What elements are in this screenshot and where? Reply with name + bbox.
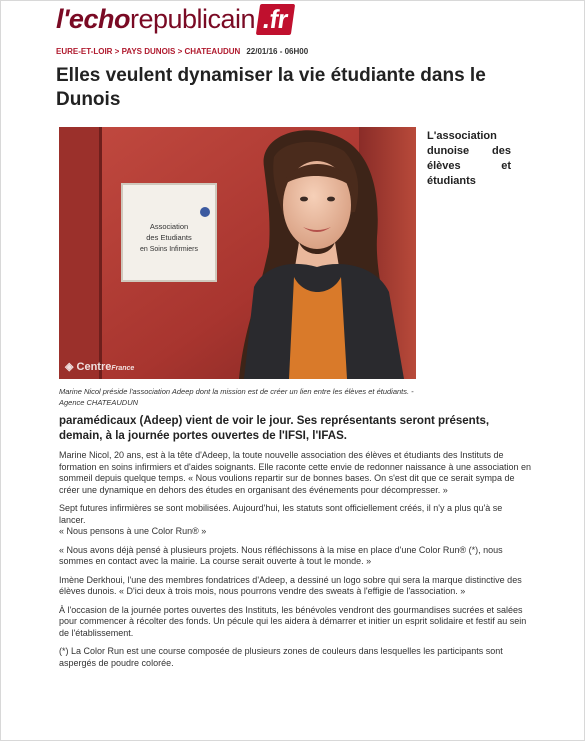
footnote: (*) La Color Run est une course composée de plusieurs zones de couleurs dans lesquelles les participants sont aspergés de poudre colorée. — [59, 646, 503, 668]
subheading: « Nous pensons à une Color Run® » — [59, 526, 207, 536]
breadcrumb-path[interactable]: EURE-ET-LOIR > PAYS DUNOIS > CHATEAUDUN — [56, 47, 241, 56]
watermark-france: France — [111, 365, 135, 372]
photo-caption: Marine Nicol préside l'association Adeep dont la mission est de créer un lien entre les élèves et étudiants. - Agence CHATEAUDUN — [59, 387, 414, 407]
photo-illustration — [59, 127, 416, 379]
side-caption-line: dunoise des — [427, 145, 511, 157]
logo-fr-badge: .fr — [256, 4, 295, 35]
sign-line-1: Association — [149, 222, 189, 231]
masthead-logo[interactable] — [56, 4, 293, 35]
paragraph: Marine Nicol, 20 ans, est à la tête d'Adeep, la toute nouvelle association des élèves et étudiants des Instituts de formation en soins infirmiers et d'aides soignants. Elle raconte cette envie de redonner naissance à une association en sommeil depuis quelque temps. « Nous voulions repartir sur de bonnes bases. On s'est dit que ce serait sympa de créer une dynamique en dehors des études en organisant des événements pour décompresser. » — [59, 450, 531, 495]
article-headline: Elles veulent dynamiser la vie étudiante dans le Dunois — [56, 65, 486, 110]
side-caption-line: élèves et — [427, 160, 511, 172]
article-lead: paramédicaux (Adeep) vient de voir le jour. Ses représentants seront présents, demain, à la journée portes ouvertes de l'IFSI, l'IFAS. — [59, 415, 490, 442]
paragraph: « Nous avons déjà pensé à plusieurs projets. Nous réfléchissons à la mise en place d'une Color Run® (*), nous sommes en contact avec la mairie. La course serait ouverte à tout le monde. » — [59, 544, 503, 566]
article-body — [59, 450, 531, 676]
sign-line-3: en Soins Infirmiers — [140, 246, 198, 253]
paragraph: Imène Derkhoui, l'une des membres fondatrices d'Adeep, a dessiné un logo sobre qui sera la marque distinctive des élèves dunois. « D'ici deux à trois mois, nous pourrons vendre des sweats à l'effigie de l'association. » — [59, 574, 522, 596]
logo-echo: l'echo — [56, 4, 130, 34]
watermark-centre: Centre — [76, 361, 112, 373]
side-caption-line: L'association — [427, 130, 497, 142]
side-caption-line: étudiants — [427, 175, 476, 187]
sign-line-2: des Etudiants — [146, 233, 192, 242]
photo-watermark: ◈ CentreFrance — [65, 361, 135, 373]
breadcrumb — [56, 47, 308, 56]
logo-republicain: republicain — [129, 4, 256, 34]
article-photo — [59, 127, 416, 379]
paragraph: À l'occasion de la journée portes ouvertes des Instituts, les bénévoles vendront des gourmandises sucrées et salées pour commencer à récolter des fonds. Un pécule qui les aidera à démarrer et initier un esprit solidaire et festif au sein de l'établissement. — [59, 604, 527, 638]
publish-date: 22/01/16 - 06H00 — [246, 47, 309, 56]
paragraph: Sept futures infirmières se sont mobilisées. Aujourd'hui, les statuts sont officiellement créés, il n'y a plus qu'à se lancer. — [59, 503, 503, 525]
side-caption — [427, 129, 511, 189]
